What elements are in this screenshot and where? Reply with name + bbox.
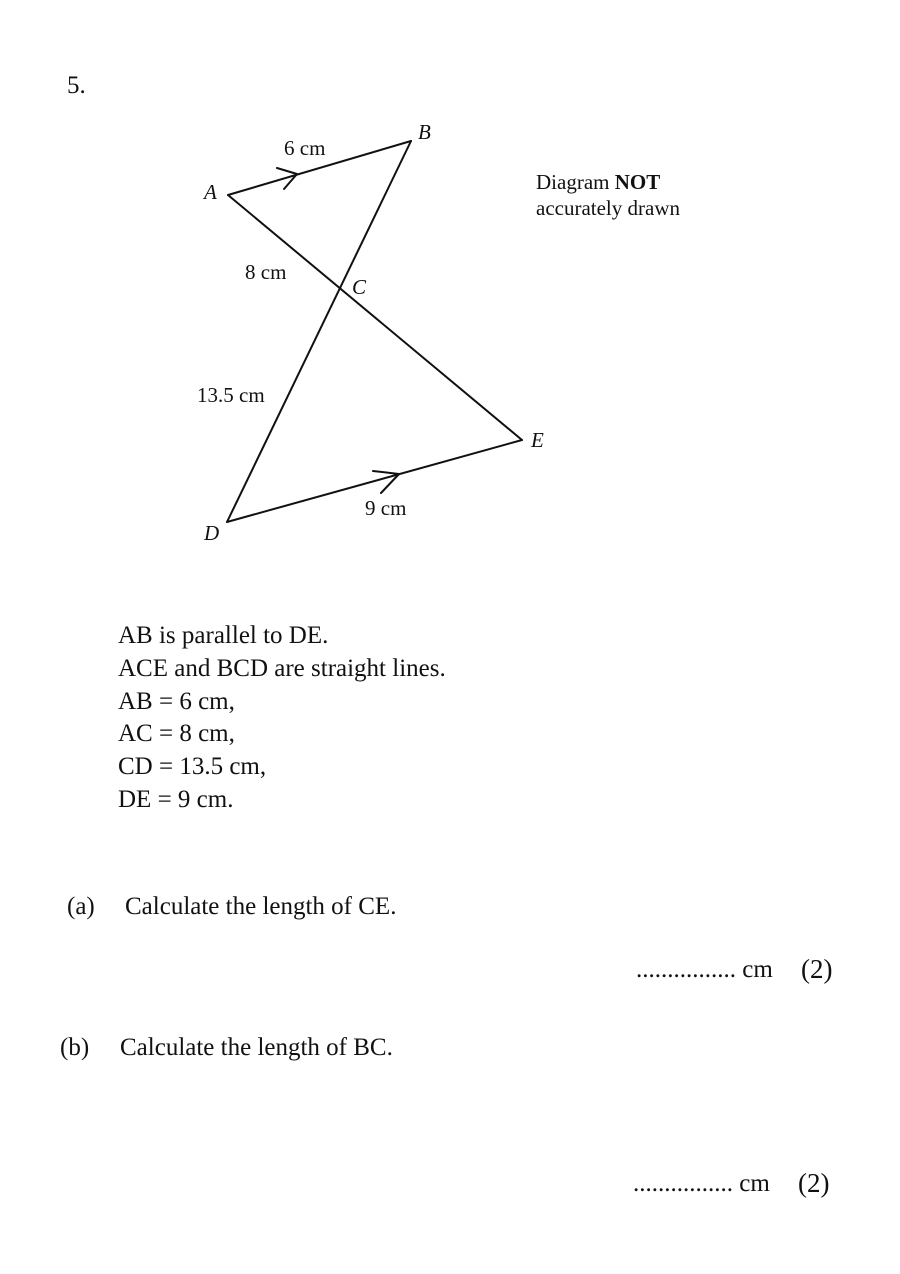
point-label-a: A	[204, 180, 217, 204]
point-label-d: D	[204, 521, 220, 545]
note-prefix: Diagram	[536, 170, 615, 194]
fact-line: ACE and BCD are straight lines.	[118, 654, 446, 682]
fact-line: AB = 6 cm,	[118, 687, 235, 715]
fact-line: CD = 13.5 cm,	[118, 753, 267, 781]
segment-bd	[227, 141, 411, 522]
answer-unit: cm	[742, 956, 773, 983]
edge-label-ab: 6 cm	[284, 136, 326, 160]
part-b-answer-line[interactable]	[633, 1170, 770, 1198]
edge-label-cd: 13.5 cm	[197, 383, 265, 407]
fact-line: AC = 8 cm,	[118, 720, 235, 748]
note-line2: accurately drawn	[536, 196, 680, 220]
part-b-question: Calculate the length of BC.	[120, 1034, 393, 1061]
edge-label-de: 9 cm	[365, 496, 407, 520]
fact-line: DE = 9 cm.	[118, 785, 234, 813]
parallel-arrow-de	[373, 471, 399, 493]
diagram-note	[536, 169, 680, 221]
point-label-c: C	[352, 275, 367, 299]
answer-unit: cm	[739, 1170, 770, 1197]
answer-dots: ................	[633, 1170, 733, 1197]
part-a-answer-line[interactable]	[636, 956, 773, 984]
part-a-question: Calculate the length of CE.	[125, 893, 397, 920]
answer-dots: ................	[636, 956, 736, 983]
part-a-label: (a)	[67, 893, 95, 920]
fact-line: AB is parallel to DE.	[118, 622, 329, 649]
question-number: 5.	[67, 72, 86, 99]
point-label-b: B	[418, 120, 431, 144]
segment-ae	[228, 195, 522, 440]
part-a-marks: (2)	[801, 954, 833, 984]
edge-label-ac: 8 cm	[245, 260, 287, 284]
similar-triangles-diagram	[0, 0, 900, 560]
part-b-marks: (2)	[798, 1168, 830, 1198]
part-b-label: (b)	[60, 1034, 90, 1061]
note-bold: NOT	[614, 170, 661, 194]
given-facts	[118, 620, 446, 817]
point-label-e: E	[531, 428, 544, 452]
